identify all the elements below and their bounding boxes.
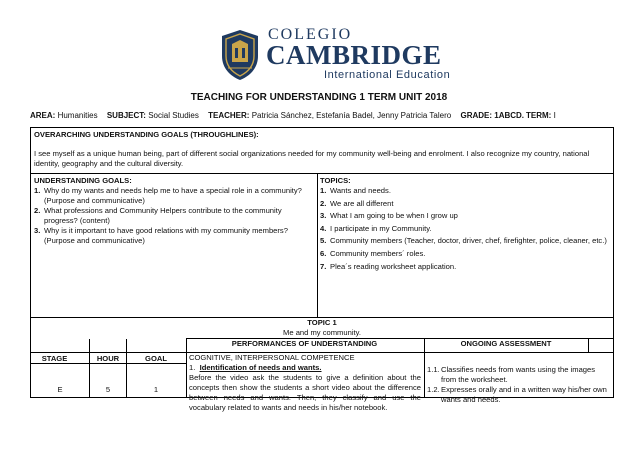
teacher-value: Patricia Sánchez, Estefanía Badel, Jenny Patricia Talero [251, 111, 452, 120]
performances-header: PERFORMANCES OF UNDERSTANDING [231, 339, 378, 348]
divider [424, 339, 425, 397]
term-label: TERM: [526, 111, 552, 120]
subject-label: SUBJECT: [106, 111, 146, 120]
logo-text-cambridge: CAMBRIDGE [266, 40, 442, 70]
assessment-header: ONGOING ASSESSMENT [460, 339, 552, 348]
divider [588, 339, 589, 352]
goals-list [34, 186, 314, 246]
term-field [526, 111, 556, 120]
topic1-heading: TOPIC 1 [307, 318, 337, 327]
hour-cell: 5 [105, 385, 111, 394]
topics-heading: TOPICS: [320, 176, 351, 185]
list-item: 1. Why do my wants and needs help me to have a special role in a community? (Purpose and communicative) [34, 186, 302, 205]
list-item: 1.2. Expresses orally and in a written way his/her own wants and needs. [427, 385, 607, 404]
area-label: AREA: [30, 111, 56, 120]
list-item: 7. Plea´s reading worksheet application. [320, 261, 457, 271]
list-item: 2. We are all different [320, 198, 394, 208]
document-title: TEACHING FOR UNDERSTANDING 1 TERM UNIT 2018 [190, 92, 448, 103]
list-item: 6. Community members´ roles. [320, 248, 426, 258]
list-item: 4. I participate in my Community. [320, 223, 432, 233]
divider [31, 363, 186, 364]
activity-title: 1. Identification of needs and wants. [189, 363, 322, 372]
stage-header: STAGE [41, 354, 68, 363]
activity-description: Before the video ask the students to give a definition about the concepts then show the students a short video about the difference between needs and wants. Then, they classify and use the vocabulary related to wants and needs in his/her notebook. [189, 373, 421, 412]
school-logo [214, 26, 454, 84]
list-item: 1.1. Classifies needs from wants using the images from the worksheet. [427, 365, 596, 384]
competence-line: COGNITIVE, INTERPERSONAL COMPETENCE [189, 353, 355, 362]
list-item: 2. What professions and Community Helpers contribute to the community progress? (content) [34, 206, 282, 225]
shield-crest-icon [218, 28, 262, 82]
list-item: 3. What I am going to be when I grow up [320, 211, 458, 221]
list-item: 5. Community members (Teacher, doctor, driver, chef, firefighter, police, cleaner, etc.) [320, 236, 607, 246]
assessment-list [427, 365, 609, 405]
logo-text-tagline: International Education [324, 69, 451, 81]
goals-heading: UNDERSTANDING GOALS: [34, 176, 132, 185]
area-value: Humanities [57, 111, 98, 120]
info-line [30, 111, 630, 120]
grade-label: GRADE: 1ABCD. [460, 111, 525, 120]
teacher-label: TEACHER: [208, 111, 250, 120]
divider [317, 173, 318, 317]
stage-cell: E [57, 385, 63, 394]
divider [31, 173, 613, 174]
list-item: 3. Why is it important to have good relations with my community members? (Purpose and communicative) [34, 226, 288, 245]
topics-list [320, 186, 608, 274]
logo-text-colegio: COLEGIO [268, 26, 353, 43]
overarching-heading: OVERARCHING UNDERSTANDING GOALS (THROUGHLINES): [34, 130, 259, 139]
list-item: 1. Wants and needs. [320, 186, 391, 195]
goal-header: GOAL [145, 354, 167, 363]
performance-cell [189, 353, 421, 413]
goal-cell: 1 [153, 385, 159, 394]
hour-header: HOUR [96, 354, 120, 363]
divider [186, 339, 187, 397]
plan-table [30, 127, 614, 412]
topic1-subtitle: Me and my community. [283, 328, 361, 337]
overarching-text: I see myself as a unique human being, part of different social organizations needed for my community well-being and enrolment. I also recognize my country, national identity, geography and the cultural diversity. [34, 149, 590, 168]
subject-value: Social Studies [148, 111, 199, 120]
term-value: I [553, 111, 556, 120]
